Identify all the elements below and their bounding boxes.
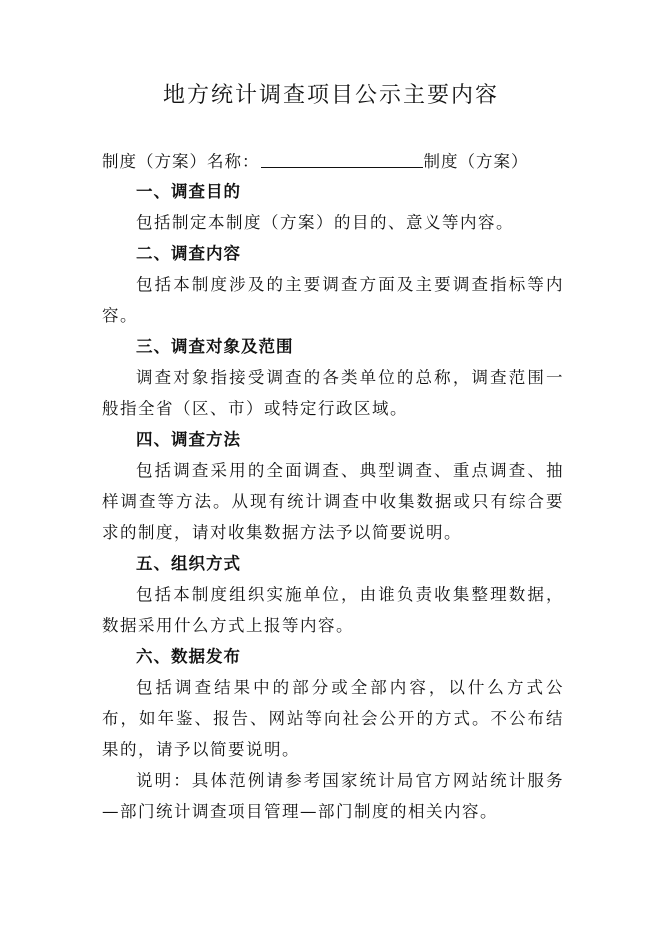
section-heading-purpose: 一、调查目的 xyxy=(136,182,241,201)
section-paragraph-release: 包括调查结果中的部分或全部内容，以什么方式公布，如年鉴、报告、网站等向社会公开的方式。不公布结果的，请予以简要说明。 xyxy=(102,678,564,759)
section-heading-scope: 三、调查对象及范围 xyxy=(136,337,294,356)
section-heading-content: 二、调查内容 xyxy=(136,244,241,263)
section-paragraph-scope: 调查对象指接受调查的各类单位的总称，调查范围一般指全省（区、市）或特定行政区域。 xyxy=(102,368,564,418)
section-paragraph-purpose: 包括制定本制度（方案）的目的、意义等内容。 xyxy=(136,213,514,232)
note-paragraph: 说明：具体范例请参考国家统计局官方网站统计服务—部门统计调查项目管理—部门制度的相关内容。 xyxy=(102,771,564,821)
plan-name-label: 制度（方案）名称： xyxy=(102,152,260,171)
section-paragraph-content: 包括本制度涉及的主要调查方面及主要调查指标等内容。 xyxy=(102,275,564,325)
plan-name-blank xyxy=(261,153,423,168)
plan-name-suffix: 制度（方案） xyxy=(423,152,529,171)
section-paragraph-method: 包括调查采用的全面调查、典型调查、重点调查、抽样调查等方法。从现有统计调查中收集数据或只有综合要求的制度，请对收集数据方法予以简要说明。 xyxy=(102,461,564,542)
document-body xyxy=(102,176,564,827)
section-paragraph-organization: 包括本制度组织实施单位，由谁负责收集整理数据，数据采用什么方式上报等内容。 xyxy=(102,585,564,635)
section-heading-organization: 五、组织方式 xyxy=(136,554,241,573)
page-title: 地方统计调查项目公示主要内容 xyxy=(162,83,499,108)
plan-name-line xyxy=(102,148,572,172)
section-heading-release: 六、数据发布 xyxy=(136,647,241,666)
section-heading-method: 四、调查方法 xyxy=(136,430,241,449)
